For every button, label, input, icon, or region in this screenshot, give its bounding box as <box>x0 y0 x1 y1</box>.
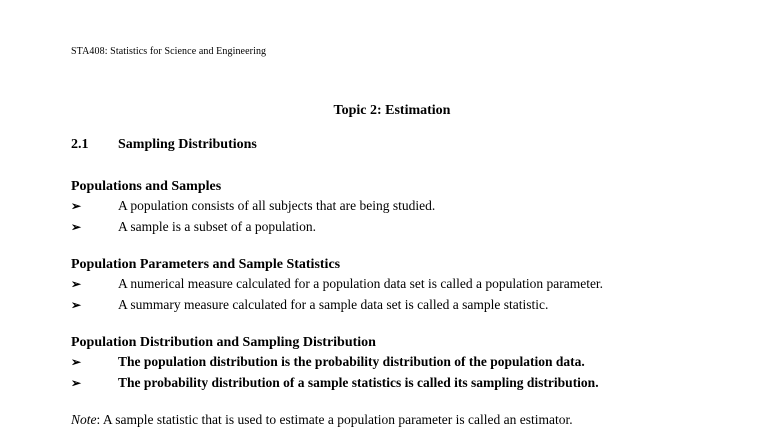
list-item-text: The population distribution is the probability distribution of the population data. <box>118 354 585 369</box>
arrow-bullet-icon: ➢ <box>71 219 82 234</box>
block-parameters-statistics <box>71 255 603 315</box>
list-item <box>71 373 599 394</box>
list-item <box>71 295 603 316</box>
section-number: 2.1 <box>71 137 89 152</box>
arrow-bullet-icon: ➢ <box>71 297 82 312</box>
arrow-bullet-icon: ➢ <box>71 199 82 213</box>
page-title: Topic 2: Estimation <box>333 103 451 118</box>
block-heading: Populations and Samples <box>71 179 222 194</box>
section-heading <box>71 137 257 153</box>
list-item <box>71 217 435 238</box>
list-item <box>71 196 435 217</box>
note-paragraph <box>71 412 573 428</box>
note-label: Note <box>71 412 97 427</box>
arrow-bullet-icon: ➢ <box>71 375 82 390</box>
list-item-text: A population consists of all subjects that are being studied. <box>118 198 436 213</box>
page-header: STA408: Statistics for Science and Engineering <box>71 46 267 57</box>
list-item-text: The probability distribution of a sample statistics is called its sampling distribution. <box>118 374 599 390</box>
list-item-text: A numerical measure calculated for a population data set is called a population parameter. <box>118 276 604 291</box>
block-heading: Population Distribution and Sampling Distribution <box>71 335 376 350</box>
list-item-text: A sample is a subset of a population. <box>118 218 316 234</box>
block-heading: Population Parameters and Sample Statistics <box>71 257 341 272</box>
block-populations-samples <box>71 177 435 237</box>
list-item <box>71 274 603 295</box>
arrow-bullet-icon: ➢ <box>71 277 82 291</box>
note-text: : A sample statistic that is used to estimate a population parameter is called an estimator. <box>96 412 573 427</box>
list-item <box>71 352 599 373</box>
section-title: Sampling Distributions <box>118 137 257 152</box>
block-distributions <box>71 333 599 393</box>
arrow-bullet-icon: ➢ <box>71 355 82 369</box>
list-item-text: A summary measure calculated for a sample data set is called a sample statistic. <box>118 296 549 312</box>
